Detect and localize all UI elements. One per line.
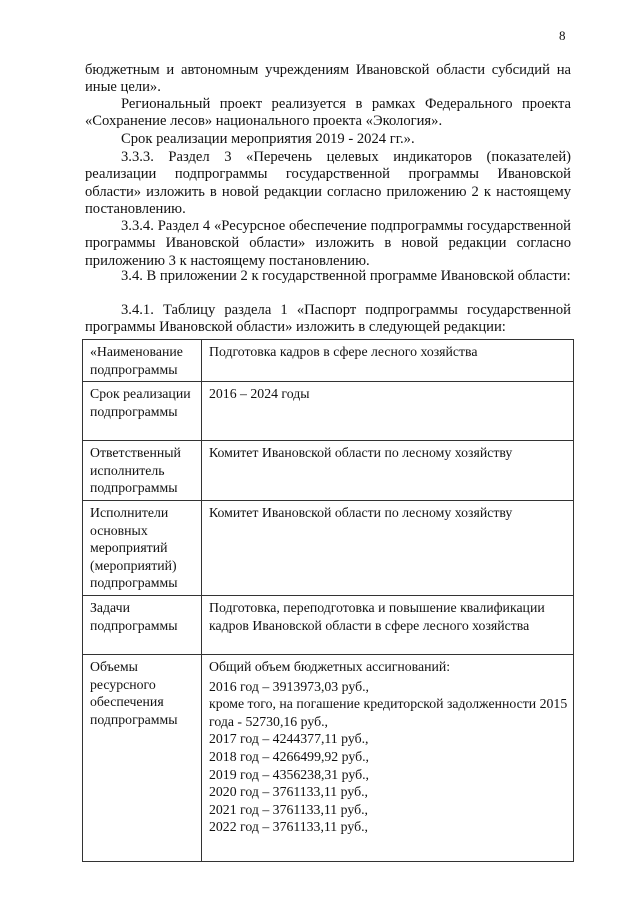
paragraph-subsidies-end: бюджетным и автономным учреждениям Ивановской области субсидий на иные цели». bbox=[85, 62, 571, 96]
row-label-tasks: Задачи подпрограммы bbox=[83, 595, 202, 654]
row-value-term: 2016 – 2024 годы bbox=[202, 382, 574, 441]
funding-line: 2017 год – 4244377,11 руб., bbox=[209, 731, 369, 747]
funding-line: 2022 год – 3761133,11 руб., bbox=[209, 819, 368, 835]
row-label-name: «Наименование подпрограммы bbox=[83, 340, 202, 382]
funding-line: 2020 год – 3761133,11 руб., bbox=[209, 784, 368, 800]
table-row bbox=[83, 500, 574, 595]
page-number: 8 bbox=[559, 28, 566, 43]
row-value-funding bbox=[202, 654, 574, 861]
paragraph-regional-project: Региональный проект реализуется в рамках Федерального проекта «Сохранение лесов» национального проекта «Экология». bbox=[85, 96, 571, 130]
paragraph-3-3-4: 3.3.4. Раздел 4 «Ресурсное обеспечение подпрограммы государственной программы Ивановской области» изложить в новой редакции согласно приложению 3 к настоящему постановлению. bbox=[85, 218, 571, 269]
row-value-responsible: Комитет Ивановской области по лесному хозяйству bbox=[202, 441, 574, 501]
row-label-responsible: Ответственный исполнитель подпрограммы bbox=[83, 441, 202, 501]
row-value-executors: Комитет Ивановской области по лесному хозяйству bbox=[202, 500, 574, 595]
paragraph-3-3-3: 3.3.3. Раздел 3 «Перечень целевых индикаторов (показателей) реализации подпрограммы государственной программы Ивановской области» изложить в новой редакции согласно приложению 2 к настоящему постановлению. bbox=[85, 149, 571, 218]
table-row bbox=[83, 441, 574, 501]
funding-line: 2016 год – 3913973,03 руб., bbox=[209, 678, 370, 694]
row-value-tasks: Подготовка, переподготовка и повышение квалификации кадров Ивановской области в сфере лесного хозяйства bbox=[202, 595, 574, 654]
subprogram-passport-table bbox=[82, 339, 574, 862]
paragraph-implementation-period: Срок реализации мероприятия 2019 - 2024 гг.». bbox=[121, 131, 415, 147]
table-row bbox=[83, 382, 574, 441]
table-row bbox=[83, 654, 574, 861]
funding-line: кроме того, на погашение кредиторской задолженности 2015 года - 52730,16 руб., bbox=[209, 696, 568, 729]
funding-line: Общий объем бюджетных ассигнований: bbox=[209, 658, 451, 674]
row-label-funding: Объемы ресурсного обеспечения подпрограммы bbox=[83, 654, 202, 861]
paragraph-3-4-1: 3.4.1. Таблицу раздела 1 «Паспорт подпрограммы государственной программы Ивановской области» изложить в следующей редакции: bbox=[85, 302, 571, 336]
table-row bbox=[83, 340, 574, 382]
funding-line: 2018 год – 4266499,92 руб., bbox=[209, 748, 370, 764]
table-row bbox=[83, 595, 574, 654]
funding-line: 2019 год – 4356238,31 руб., bbox=[209, 766, 370, 782]
row-label-executors: Исполнители основных мероприятий (мероприятий) подпрограммы bbox=[83, 500, 202, 595]
row-label-term: Срок реализации подпрограммы bbox=[83, 382, 202, 441]
funding-line: 2021 год – 3761133,11 руб., bbox=[209, 801, 368, 817]
row-value-name: Подготовка кадров в сфере лесного хозяйства bbox=[202, 340, 574, 382]
paragraph-3-4: 3.4. В приложении 2 к государственной программе Ивановской области: bbox=[121, 268, 571, 284]
